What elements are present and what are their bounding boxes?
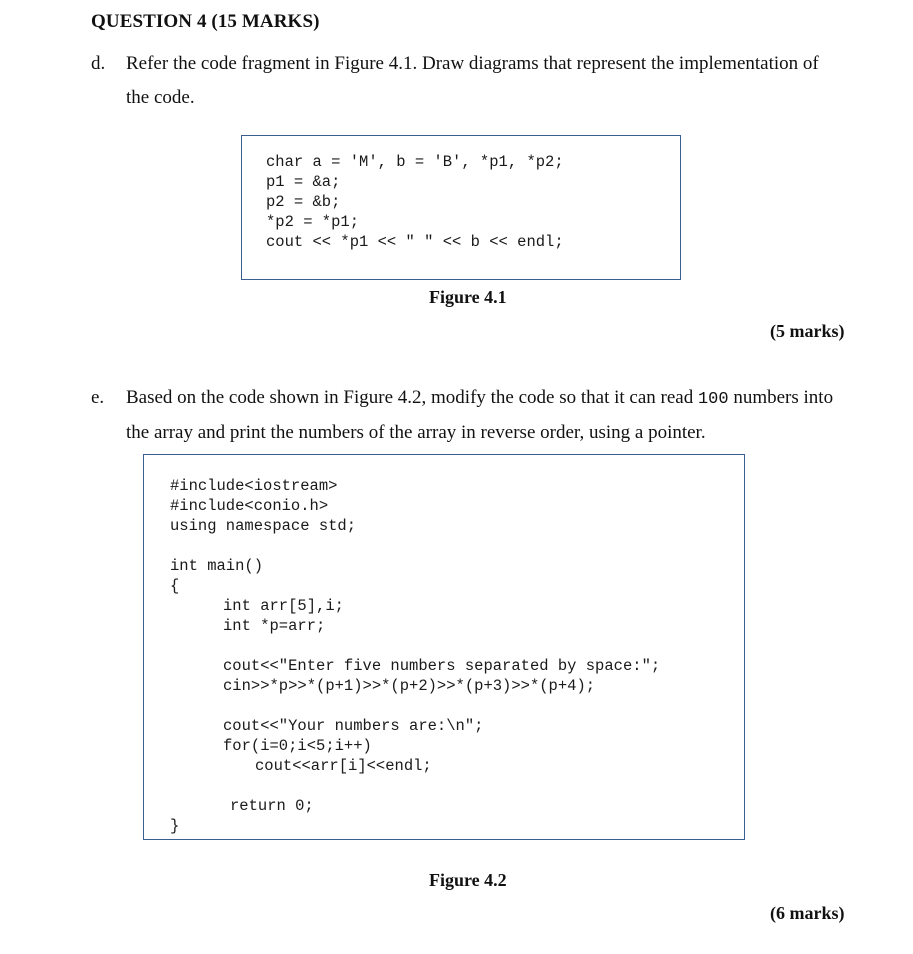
figure-4-2-code-line: int main() <box>170 557 264 575</box>
figure-4-1-code-line: char a = 'M', b = 'B', *p1, *p2; <box>266 153 564 171</box>
figure-4-2-code-line: cout<<"Your numbers are:\n"; <box>223 717 484 735</box>
figure-4-2-code-line: cin>>*p>>*(p+1)>>*(p+2)>>*(p+3)>>*(p+4); <box>223 677 596 695</box>
part-d-instruction-line-1: Refer the code fragment in Figure 4.1. Draw diagrams that represent the implementation of <box>126 53 819 74</box>
figure-4-2-code-line: return 0; <box>230 797 314 815</box>
figure-4-2-code-line: cout<<"Enter five numbers separated by space:"; <box>223 657 661 675</box>
part-e-letter: e. <box>91 387 105 408</box>
figure-4-2-code-line: #include<conio.h> <box>170 497 329 515</box>
figure-4-2-code-line: cout<<arr[i]<<endl; <box>255 757 432 775</box>
figure-4-2-code-line: } <box>170 817 180 835</box>
part-e-marks: (6 marks) <box>770 903 845 923</box>
figure-4-1-code-line: p2 = &b; <box>266 193 341 211</box>
question-title: QUESTION 4 (15 MARKS) <box>91 11 320 32</box>
part-e-line-1-before: Based on the code shown in Figure 4.2, modify the code so that it can read <box>126 387 698 408</box>
figure-4-2-code-line: int *p=arr; <box>223 617 326 635</box>
part-e-inline-code: 100 <box>697 390 729 409</box>
part-d-marks: (5 marks) <box>770 321 845 341</box>
part-e-line-1-after: numbers into <box>728 387 834 408</box>
figure-4-2-code-box <box>143 454 745 840</box>
part-d-instruction-line-2: the code. <box>126 87 195 108</box>
figure-4-2-code-line: using namespace std; <box>170 517 357 535</box>
part-e-instruction-line-1 <box>126 387 833 409</box>
figure-4-2-code-line: { <box>170 577 180 595</box>
part-d-letter: d. <box>91 53 106 74</box>
figure-4-2-code-line: #include<iostream> <box>170 477 338 495</box>
figure-4-1-caption: Figure 4.1 <box>429 287 507 307</box>
figure-4-1-code-box <box>241 135 681 280</box>
figure-4-2-code-line: for(i=0;i<5;i++) <box>223 737 372 755</box>
figure-4-1-code-line: *p2 = *p1; <box>266 213 360 231</box>
figure-4-1-code-line: p1 = &a; <box>266 173 341 191</box>
figure-4-2-caption: Figure 4.2 <box>429 870 507 890</box>
figure-4-2-code-line: int arr[5],i; <box>223 597 344 615</box>
part-e-instruction-line-2: the array and print the numbers of the array in reverse order, using a pointer. <box>126 422 706 443</box>
figure-4-1-code-line: cout << *p1 << " " << b << endl; <box>266 233 564 251</box>
